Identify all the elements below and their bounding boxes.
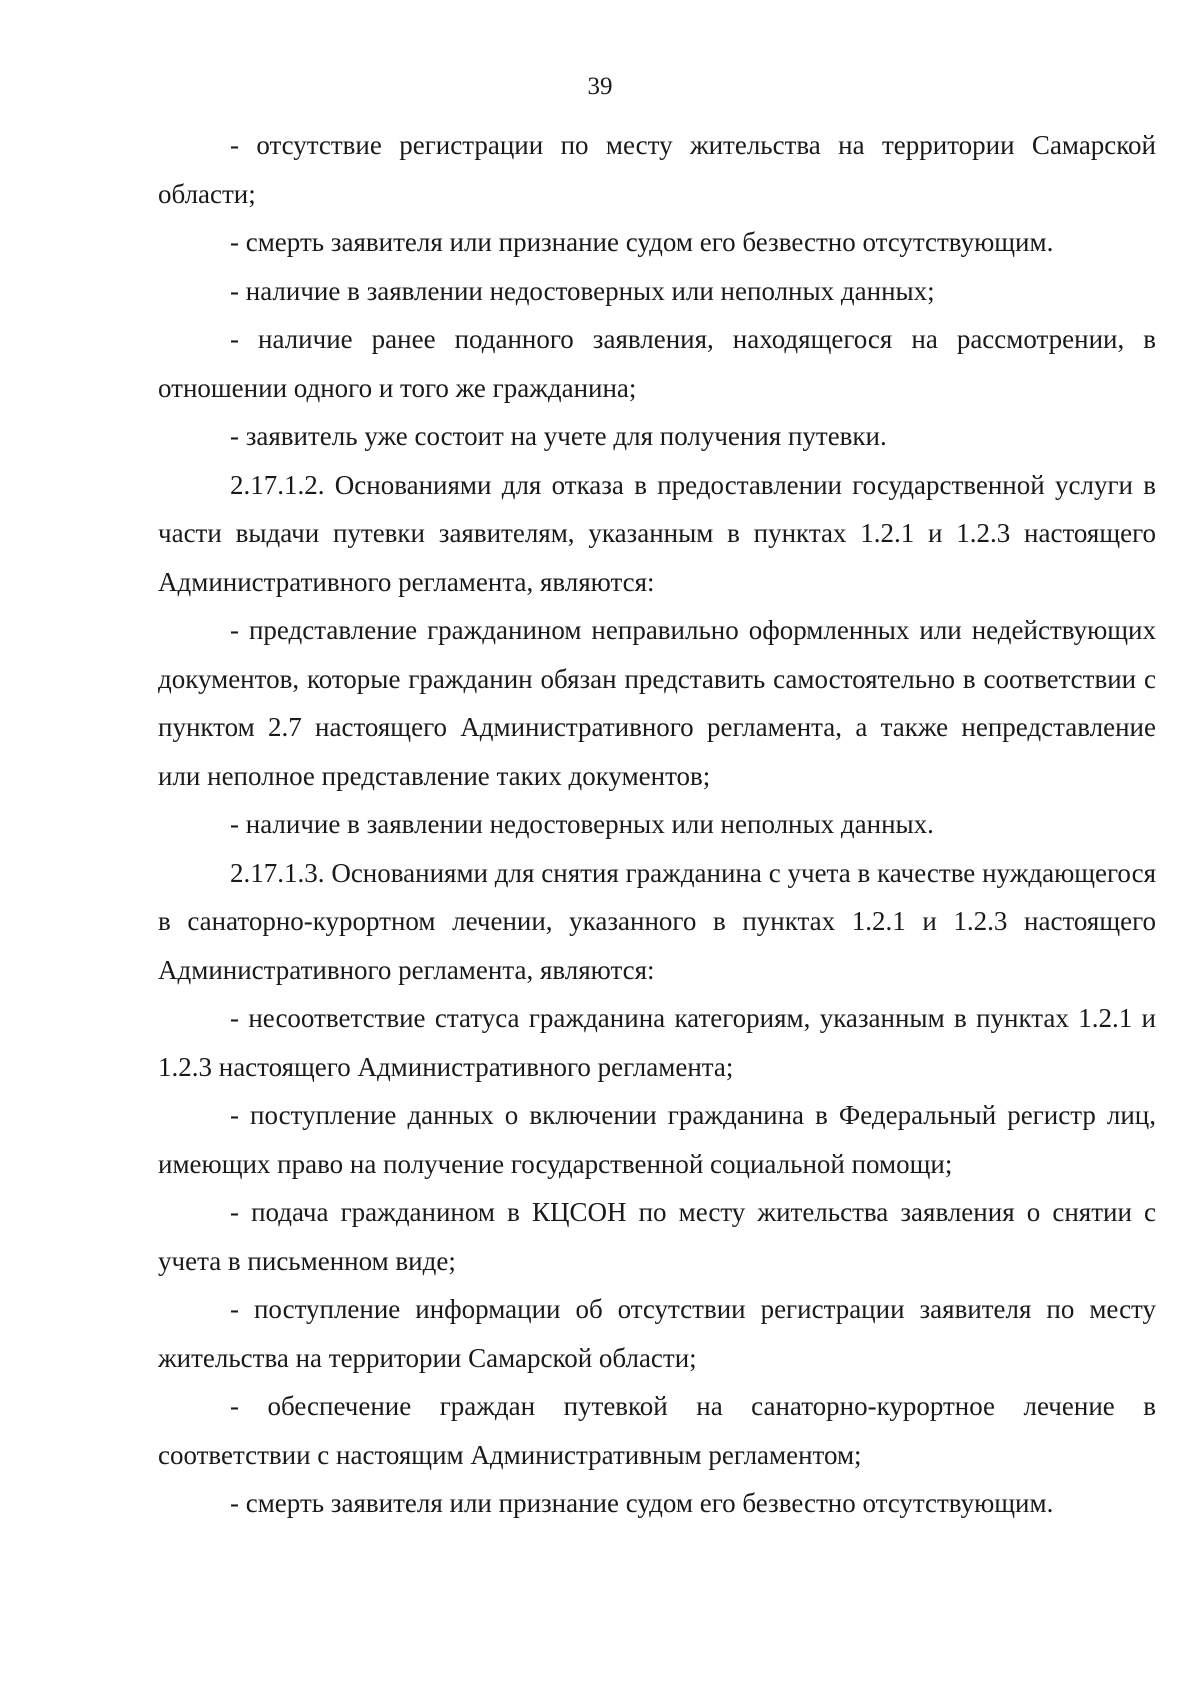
paragraph-9: 2.17.1.3. Основаниями для снятия гражданина с учета в качестве нуждающегося в санаторно-курортном лечении, указанного в пунктах 1.2.1 и 1.2.3 настоящего Административного регламента, являются: [158, 857, 1156, 985]
document-body [158, 121, 1156, 1528]
paragraph-1: - отсутствие регистрации по месту жительства на территории Самарской области; [158, 130, 1156, 209]
paragraph-11: - поступление данных о включении гражданина в Федеральный регистр лиц, имеющих право на получение государственной социальной помощи; [158, 1100, 1156, 1179]
paragraph-2: - смерть заявителя или признание судом его безвестно отсутствующим. [230, 227, 1054, 257]
paragraph-5: - заявитель уже состоит на учете для получения путевки. [230, 421, 887, 451]
paragraph-4: - наличие ранее поданного заявления, находящегося на рассмотрении, в отношении одного и того же гражданина; [158, 324, 1156, 403]
paragraph-7: - представление гражданином неправильно оформленных или недействующих документов, которые гражданин обязан представить самостоятельно в соответствии с пунктом 2.7 настоящего Административного регламента, а также непредставление или неполное представление таких документов; [158, 615, 1156, 791]
paragraph-15: - смерть заявителя или признание судом его безвестно отсутствующим. [230, 1488, 1054, 1518]
page-number: 39 [587, 73, 613, 100]
paragraph-8: - наличие в заявлении недостоверных или неполных данных. [230, 809, 934, 839]
paragraph-13: - поступление информации об отсутствии регистрации заявителя по месту жительства на территории Самарской области; [158, 1294, 1156, 1373]
paragraph-6: 2.17.1.2. Основаниями для отказа в предоставлении государственной услуги в части выдачи путевки заявителям, указанным в пунктах 1.2.1 и 1.2.3 настоящего Административного регламента, являются: [158, 469, 1156, 597]
paragraph-14: - обеспечение граждан путевкой на санаторно-курортное лечение в соответствии с настоящим Административным регламентом; [158, 1391, 1156, 1470]
paragraph-3: - наличие в заявлении недостоверных или неполных данных; [230, 275, 935, 306]
paragraph-12: - подача гражданином в КЦСОН по месту жительства заявления о снятии с учета в письменном виде; [158, 1197, 1156, 1276]
paragraph-10: - несоответствие статуса гражданина категориям, указанным в пунктах 1.2.1 и 1.2.3 настоящего Административного регламента; [158, 1003, 1156, 1082]
